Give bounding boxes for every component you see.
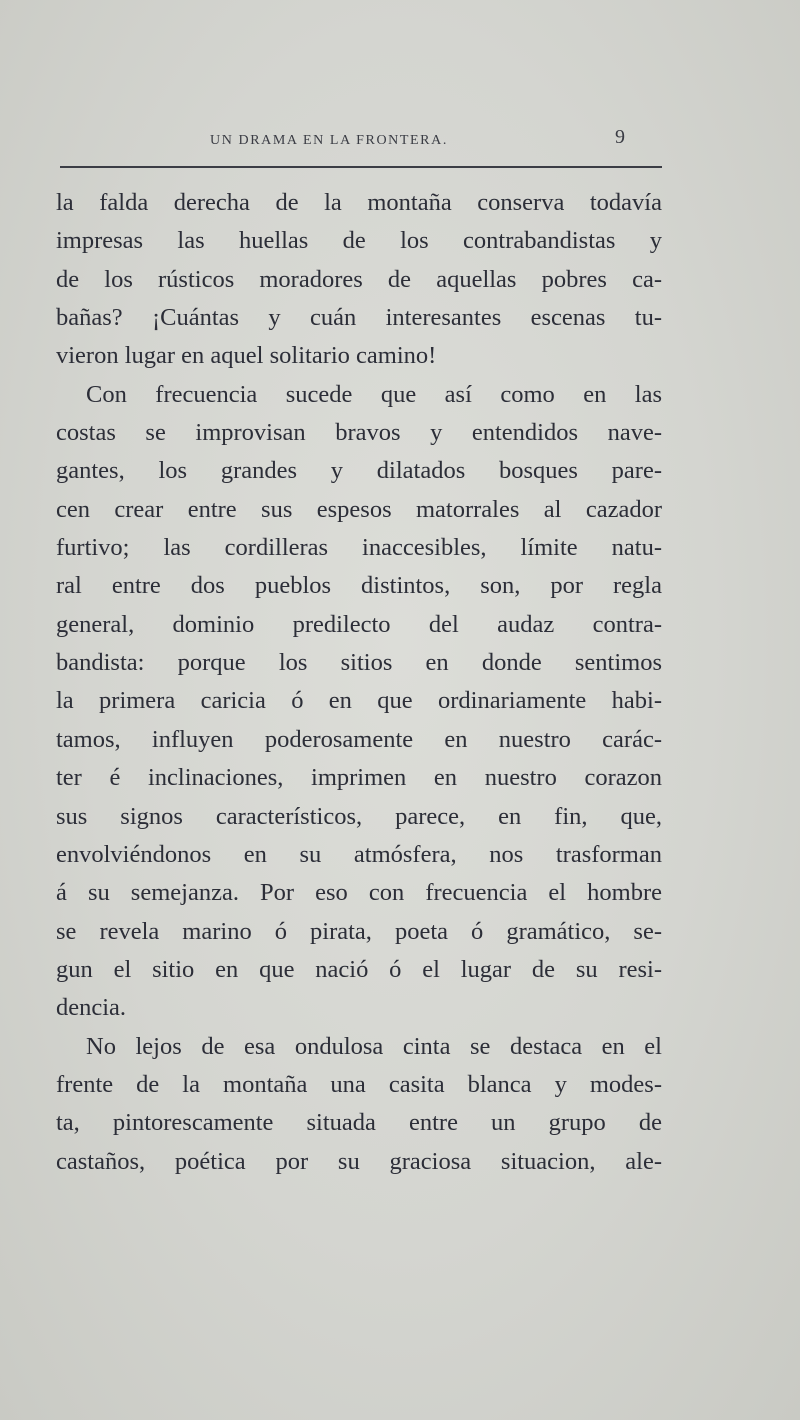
- text-line: se revela marino ó pirata, poeta ó gramático, se-: [56, 917, 662, 945]
- text-line: la falda derecha de la montaña conserva todavía: [56, 189, 662, 216]
- text-line: impresas las huellas de los contrabandistas y: [56, 227, 662, 255]
- text-line: furtivo; las cordilleras inaccesibles, límite natu-: [56, 534, 662, 562]
- text-line: castaños, poética por su graciosa situacion, ale-: [56, 1147, 662, 1175]
- text-line: gantes, los grandes y dilatados bosques pare-: [56, 457, 662, 485]
- text-line: ta, pintorescamente situada entre un grupo de: [56, 1109, 662, 1137]
- text-line: general, dominio predilecto del audaz contra-: [56, 610, 662, 638]
- text-line: dencia.: [56, 994, 127, 1022]
- text-line: vieron lugar en aquel solitario camino!: [56, 342, 437, 370]
- text-line: costas se improvisan bravos y entendidos nave-: [56, 419, 662, 447]
- running-head-title: UN DRAMA EN LA FRONTERA.: [210, 133, 448, 148]
- text-line: ral entre dos pueblos distintos, son, por regla: [56, 572, 662, 600]
- page-number: 9: [615, 126, 625, 148]
- text-line: envolviéndonos en su atmósfera, nos trasforman: [56, 840, 662, 868]
- text-line: cen crear entre sus espesos matorrales al cazador: [56, 495, 662, 523]
- text-line: bandista: porque los sitios en donde sentimos: [56, 649, 662, 677]
- text-line: gun el sitio en que nació ó el lugar de su resi-: [56, 955, 662, 983]
- paragraph-start-line: No lejos de esa ondulosa cinta se destaca en el: [86, 1032, 662, 1060]
- text-line: á su semejanza. Por eso con frecuencia el hombre: [56, 879, 662, 907]
- text-line: frente de la montaña una casita blanca y modes-: [56, 1070, 662, 1098]
- text-line: tamos, influyen poderosamente en nuestro carác-: [56, 725, 662, 753]
- text-line: bañas? ¡Cuántas y cuán interesantes escenas tu-: [56, 304, 662, 332]
- paragraph-start-line: Con frecuencia sucede que así como en las: [86, 380, 662, 408]
- text-line: de los rústicos moradores de aquellas pobres ca-: [56, 265, 662, 293]
- text-line: sus signos característicos, parece, en fin, que,: [56, 802, 662, 830]
- header-rule: [60, 166, 662, 168]
- body-text: [56, 184, 662, 1181]
- text-line: la primera caricia ó en que ordinariamente habi-: [56, 687, 662, 715]
- text-line: ter é inclinaciones, imprimen en nuestro corazon: [56, 764, 662, 792]
